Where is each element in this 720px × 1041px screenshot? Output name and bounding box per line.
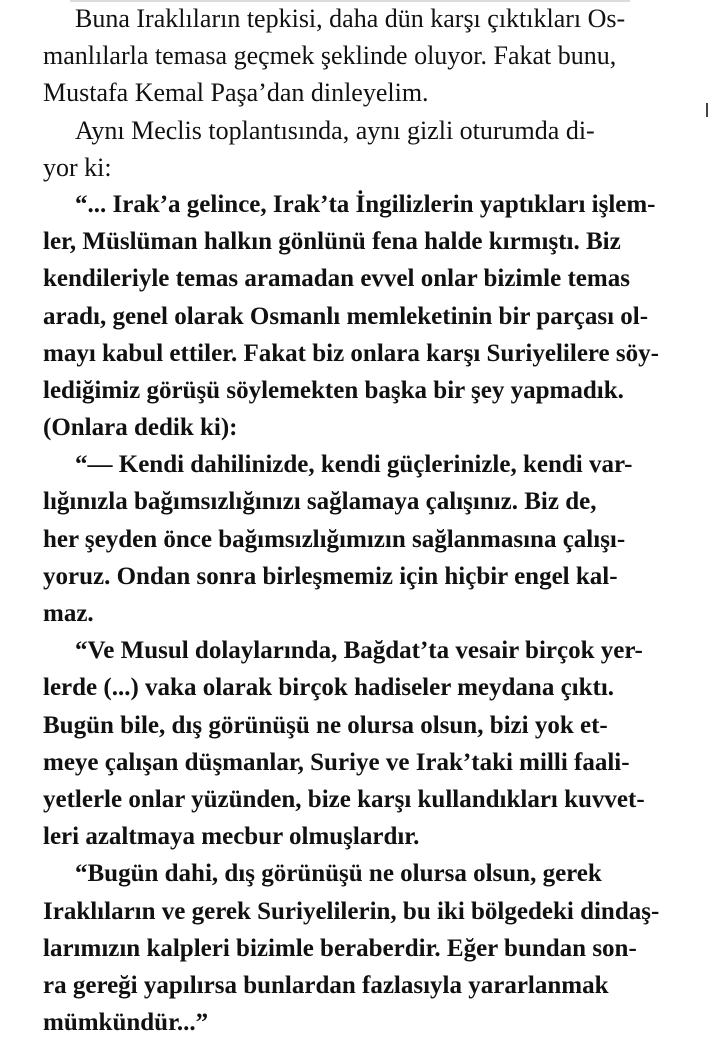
quote-line: maz. [43,600,94,627]
quote-line: “... Irak’a gelince, Irak’ta İngilizlerin yaptıkları işlem- [75,190,656,218]
quote-line: ler, Müslüman halkın gönlünü fena halde kırmıştı. Biz [43,228,621,256]
quote-line: ra gereği yapılırsa bunlardan fazlasıyla yararlanmak [43,971,609,999]
quote-line: leri azaltmaya mecbur olmuşlardır. [43,823,420,851]
quote-line: Bugün bile, dış görünüşü ne olursa olsun, bizi yok et- [43,711,608,739]
text-line: Buna Iraklıların tepkisi, daha dün karşı çıktıkları Os- [75,4,626,33]
page-text [43,0,693,1041]
quote-line: yetlerle onlar yüzünden, bize karşı kullandıkları kuvvet- [43,785,645,813]
quote-line: mümkündür...” [43,1009,209,1037]
quote-line: “Ve Musul dolaylarında, Bağdat’ta vesair birçok yer- [75,637,643,665]
text-line: Aynı Meclis toplantısında, aynı gizli oturumda di- [75,115,595,145]
quote-line: lığınızla bağımsızlığınızı sağlamaya çalışınız. Biz de, [43,488,597,516]
quote-line: her şeyden önce bağımsızlığımızın sağlanmasına çalışı- [43,525,626,553]
quote-line: mayı kabul ettiler. Fakat biz onlara karşı Suriyelilere söy- [43,339,659,367]
quote-line: meye çalışan düşmanlar, Suriye ve Irak’taki milli faali- [43,748,630,776]
quote-line: larımızın kalpleri bizimle beraberdir. Eğer bundan son- [43,934,637,962]
quote-line: “— Kendi dahilinizde, kendi güçlerinizle, kendi var- [75,451,633,479]
margin-mark [706,103,708,117]
quote-line: lediğimiz görüşü söylemekten başka bir şey yapmadık. [43,376,624,404]
quote-line: yoruz. Ondan sonra birleşmemiz için hiçbir engel kal- [43,562,618,590]
text-line: yor ki: [43,152,112,182]
quote-line: kendileriyle temas aramadan evvel onlar bizimle temas [43,265,630,293]
text-line: manlılarla temasa geçmek şeklinde oluyor. Fakat bunu, [43,41,617,71]
quote-line: “Bugün dahi, dış görünüşü ne olursa olsun, gerek [75,860,602,888]
quote-line: (Onlara dedik ki): [43,414,238,442]
text-line: Mustafa Kemal Paşa’dan dinleyelim. [43,78,429,108]
quote-line: Iraklıların ve gerek Suriyelilerin, bu iki bölgedeki dindaş- [43,897,660,925]
quote-line: aradı, genel olarak Osmanlı memleketinin bir parçası ol- [43,302,649,330]
quote-line: lerde (...) vaka olarak birçok hadiseler meydana çıktı. [43,674,615,702]
